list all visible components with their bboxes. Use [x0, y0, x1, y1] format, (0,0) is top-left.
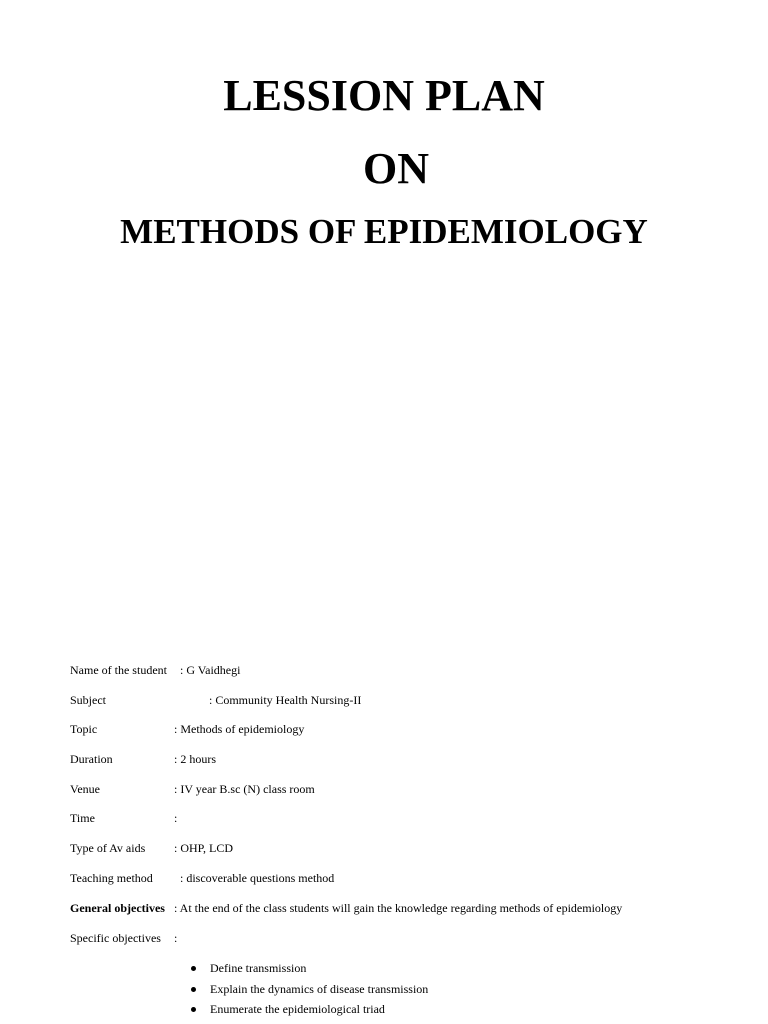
- detail-label: Duration: [70, 752, 113, 766]
- list-item: Define transmission: [190, 958, 428, 979]
- document-title: LESSION PLAN: [223, 71, 545, 120]
- detail-label: Type of Av aids: [70, 841, 146, 855]
- detail-value: : 2 hours: [174, 752, 216, 766]
- detail-label: Venue: [70, 782, 100, 796]
- detail-value: : At the end of the class students will gain the knowledge regarding methods of epidemiology: [174, 901, 623, 915]
- bullet-icon: [191, 1007, 196, 1012]
- document-subtitle: METHODS OF EPIDEMIOLOGY: [120, 212, 648, 251]
- detail-label: Subject: [70, 693, 106, 707]
- detail-label: General objectives: [70, 901, 165, 915]
- detail-value: : discoverable questions method: [180, 871, 335, 885]
- specific-objectives-list: [190, 958, 428, 1020]
- detail-label: Name of the student: [70, 663, 167, 677]
- list-item: Enumerate the epidemiological triad: [190, 999, 428, 1020]
- bullet-icon: [191, 987, 196, 992]
- detail-label: Specific objectives: [70, 931, 161, 945]
- detail-value: :: [174, 811, 178, 825]
- detail-value: :: [174, 931, 178, 945]
- document-title-on: ON: [363, 144, 429, 193]
- detail-value: : G Vaidhegi: [180, 663, 241, 677]
- detail-value: : Community Health Nursing-II: [209, 693, 362, 707]
- detail-label: Time: [70, 811, 95, 825]
- detail-value: : IV year B.sc (N) class room: [174, 782, 315, 796]
- bullet-icon: [191, 966, 196, 971]
- detail-label: Topic: [70, 722, 98, 736]
- detail-label: Teaching method: [70, 871, 153, 885]
- detail-value: : OHP, LCD: [174, 841, 234, 855]
- list-item: Explain the dynamics of disease transmission: [190, 979, 428, 1000]
- detail-value: : Methods of epidemiology: [174, 722, 305, 736]
